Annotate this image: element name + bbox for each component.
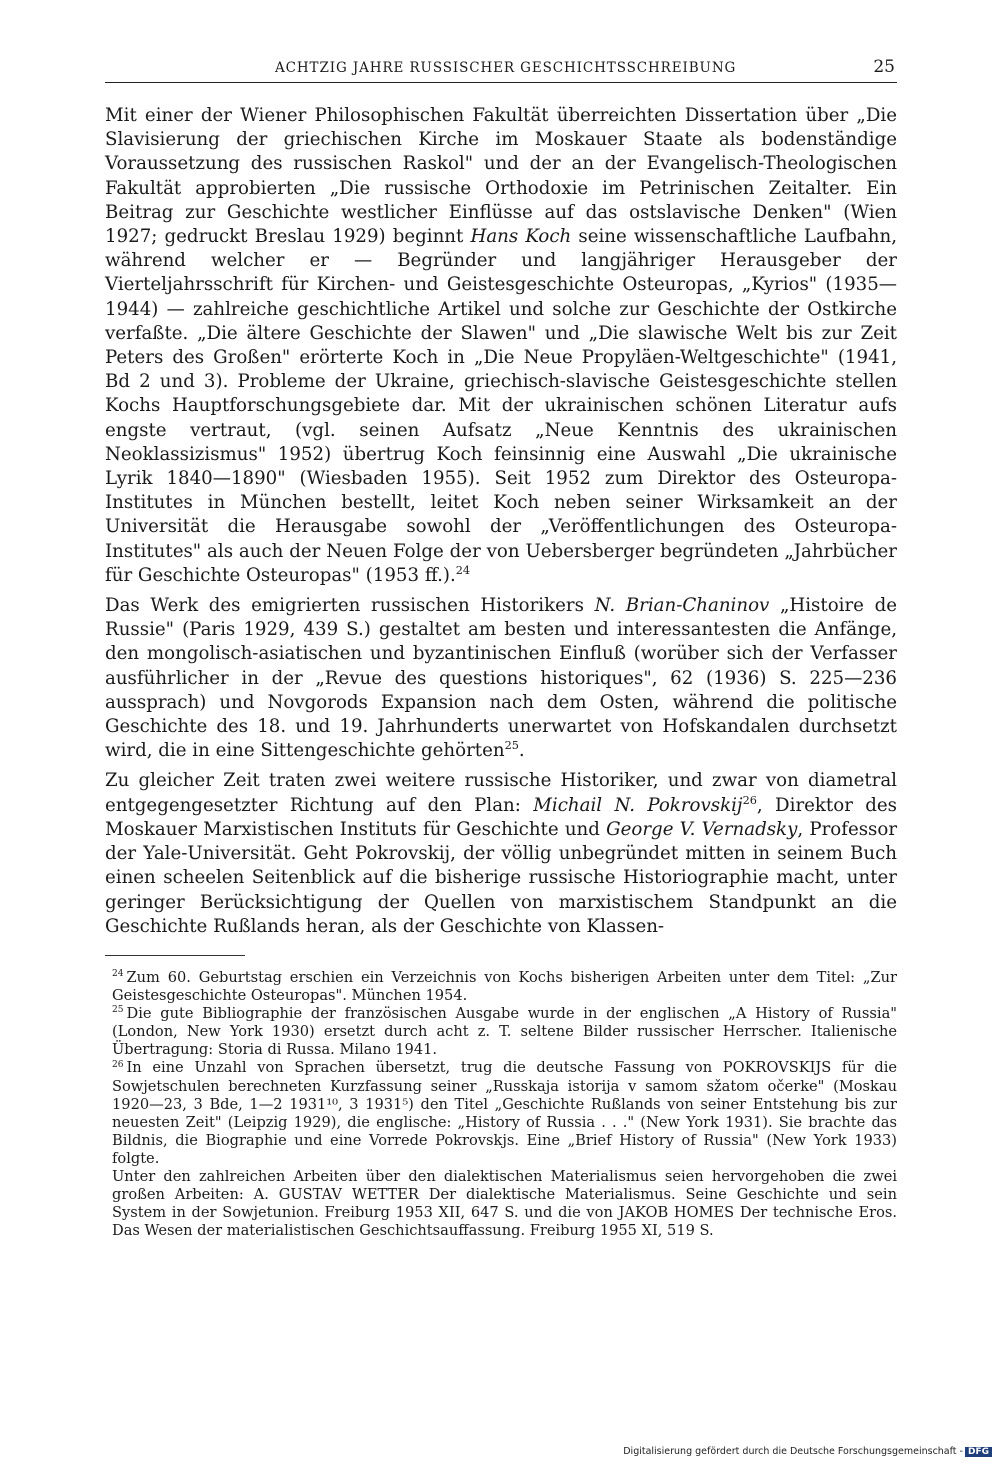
person-name: Michail N. Pokrovskij [533,794,743,816]
paragraph-brian-chaninov: Das Werk des emigrierten russischen Historikers N. Brian-Chaninov „Histoire de Russie" (Paris 1929, 439 S.) gestaltet am besten und interessantesten die Anfänge, den mongolisch-asiatischen und byzantinischen Einfluß (worüber sich der Verfasser ausführlicher in der „Revue des questions historiques", 62 (1936) S. 225—236 aussprach) und Novgorods Expansion nach dem Osten, während die politische Geschichte des 18. und 19. Jahrhunderts unerwartet von Hofskandalen durchsetzt wird, die in eine Sittengeschichte gehörten$^{25}$. [105,595,897,762]
dfg-logo: DFG [965,1447,992,1457]
footnote: $^{26}$ In eine Unzahl von Sprachen übersetzt, trug die deutsche Fassung von POKROVSKIJS für die Sowjetschulen berechneten Kurzfassung seiner „Russkaja istorija v samom sžatom očerke" (Moskau 1920—23, 3 Bde, 1—2 1931¹⁰, 3 1931⁵) den Titel „Geschichte Rußlands von seiner Entstehung bis zur neuesten Zeit" (Leipzig 1929), die englische: „History of Russia . . ." (New York 1931). Sie brachte das Bildnis, die Biographie und eine Vorrede Pokrovskjs. Eine „Brief History of Russia" (New York 1933) folgte. [112,1059,897,1167]
footnote: $^{25}$ Die gute Bibliographie der französischen Ausgabe wurde in der englischen „A History of Russia" (London, New York 1930) ersetzt durch acht z. T. seltene Bilder russischer Herrscher. Italienische Übertragung: Storia di Russa. Milano 1941. [112,1005,897,1059]
paragraph-koch: Mit einer der Wiener Philosophischen Fakultät überreichten Dissertation über „Die Slavisierung der griechischen Kirche im Moskauer Staate als bodenständige Voraussetzung des russischen Raskol" und der an der Evangelisch-Theologischen Fakultät approbierten „Die russische Orthodoxie im Petrinischen Zeitalter. Ein Beitrag zur Geschichte westlicher Einflüsse auf das ostslavische Denken" (Wien 1927; gedruckt Breslau 1929) beginnt Hans Koch seine wissenschaftliche Laufbahn, während welcher er — Begründer und langjähriger Herausgeber der Vierteljahrsschrift für Kirchen- und Geistesgeschichte Osteuropas, „Kyrios" (1935—1944) — zahlreiche geschichtliche Artikel und solche zur Geschichte der Ostkirche verfaßte. „Die ältere Geschichte der Slawen" und „Die slawische Welt bis zur Zeit Peters des Großen" erörterte Koch in „Die Neue Propyläen-Weltgeschichte" (1941, Bd 2 und 3). Probleme der Ukraine, griechisch-slavische Geistesgeschichte stellen Kochs Hauptforschungsgebiete dar. Mit der ukrainischen schönen Literatur aufs engste vertraut, (vgl. seinen Aufsatz „Neue Kenntnis des ukrainischen Neoklassizismus" 1952) übertrug Koch feinsinnig eine Auswahl „Die ukrainische Lyrik 1840—1890" (Wiesbaden 1955). Seit 1952 zum Direktor des Osteuropa-Institutes in München bestellt, leitet Koch neben seiner Wirksamkeit an der Universität die Herausgabe sowohl der „Veröffentlichungen des Osteuropa-Institutes" als auch der Neuen Folge der von Uebersberger begründeten „Jahrbücher für Geschichte Osteuropas" (1953 ff.).$^{24}$ [105,105,897,586]
page-number: 25 [873,57,895,77]
footnote: $^{24}$ Zum 60. Geburtstag erschien ein Verzeichnis von Kochs bisherigen Arbeiten unter dem Titel: „Zur Geistesgeschichte Osteuropas". München 1954. [112,969,897,1005]
footnote-ref: 24 [455,563,471,577]
person-name: George V. Vernadsky [606,818,798,840]
running-title: ACHTZIG JAHRE RUSSISCHER GESCHICHTSSCHREIBUNG [275,60,737,76]
footnote-ref: 26 [742,793,757,807]
person-name: Hans Koch [470,226,572,248]
footnote-divider [105,955,245,956]
footnotes [112,969,897,1240]
main-text [105,104,897,945]
footnote-continuation: Unter den zahlreichen Arbeiten über den dialektischen Materialismus seien hervorgehoben die zwei großen Arbeiten: A. GUSTAV WETTER Der dialektische Materialismus. Seine Geschichte und sein System in der Sowjetunion. Freiburg 1953 XII, 647 S. und die von JAKOB HOMES Der technische Eros. Das Wesen der materialistischen Geschichtsauffassung. Freiburg 1955 XI, 519 S. [112,1168,897,1240]
paragraph-pokrovskij: Zu gleicher Zeit traten zwei weitere russische Historiker, und zwar von diametral entgegengesetzter Richtung auf den Plan: Michail N. Pokrovskij$^{26}$, Direktor des Moskauer Marxistischen Instituts für Geschichte und George V. Vernadsky, Professor der Yale-Universität. Geht Pokrovskij, der völlig unbegründet mitten in seinem Buch einen scheelen Seitenblick auf die bisherige russische Historiographie macht, unter geringer Berücksichtigung der Quellen von marxistischem Standpunkt an die Geschichte Rußlands heran, als der Geschichte von Klassen- [105,770,898,937]
running-header [105,58,897,83]
footnote-ref: 25 [504,739,519,753]
person-name: N. Brian-Chaninov [594,595,770,617]
digitization-credit: Digitalisierung gefördert durch die Deutsche Forschungsgemeinschaft - DFG [623,1446,992,1457]
